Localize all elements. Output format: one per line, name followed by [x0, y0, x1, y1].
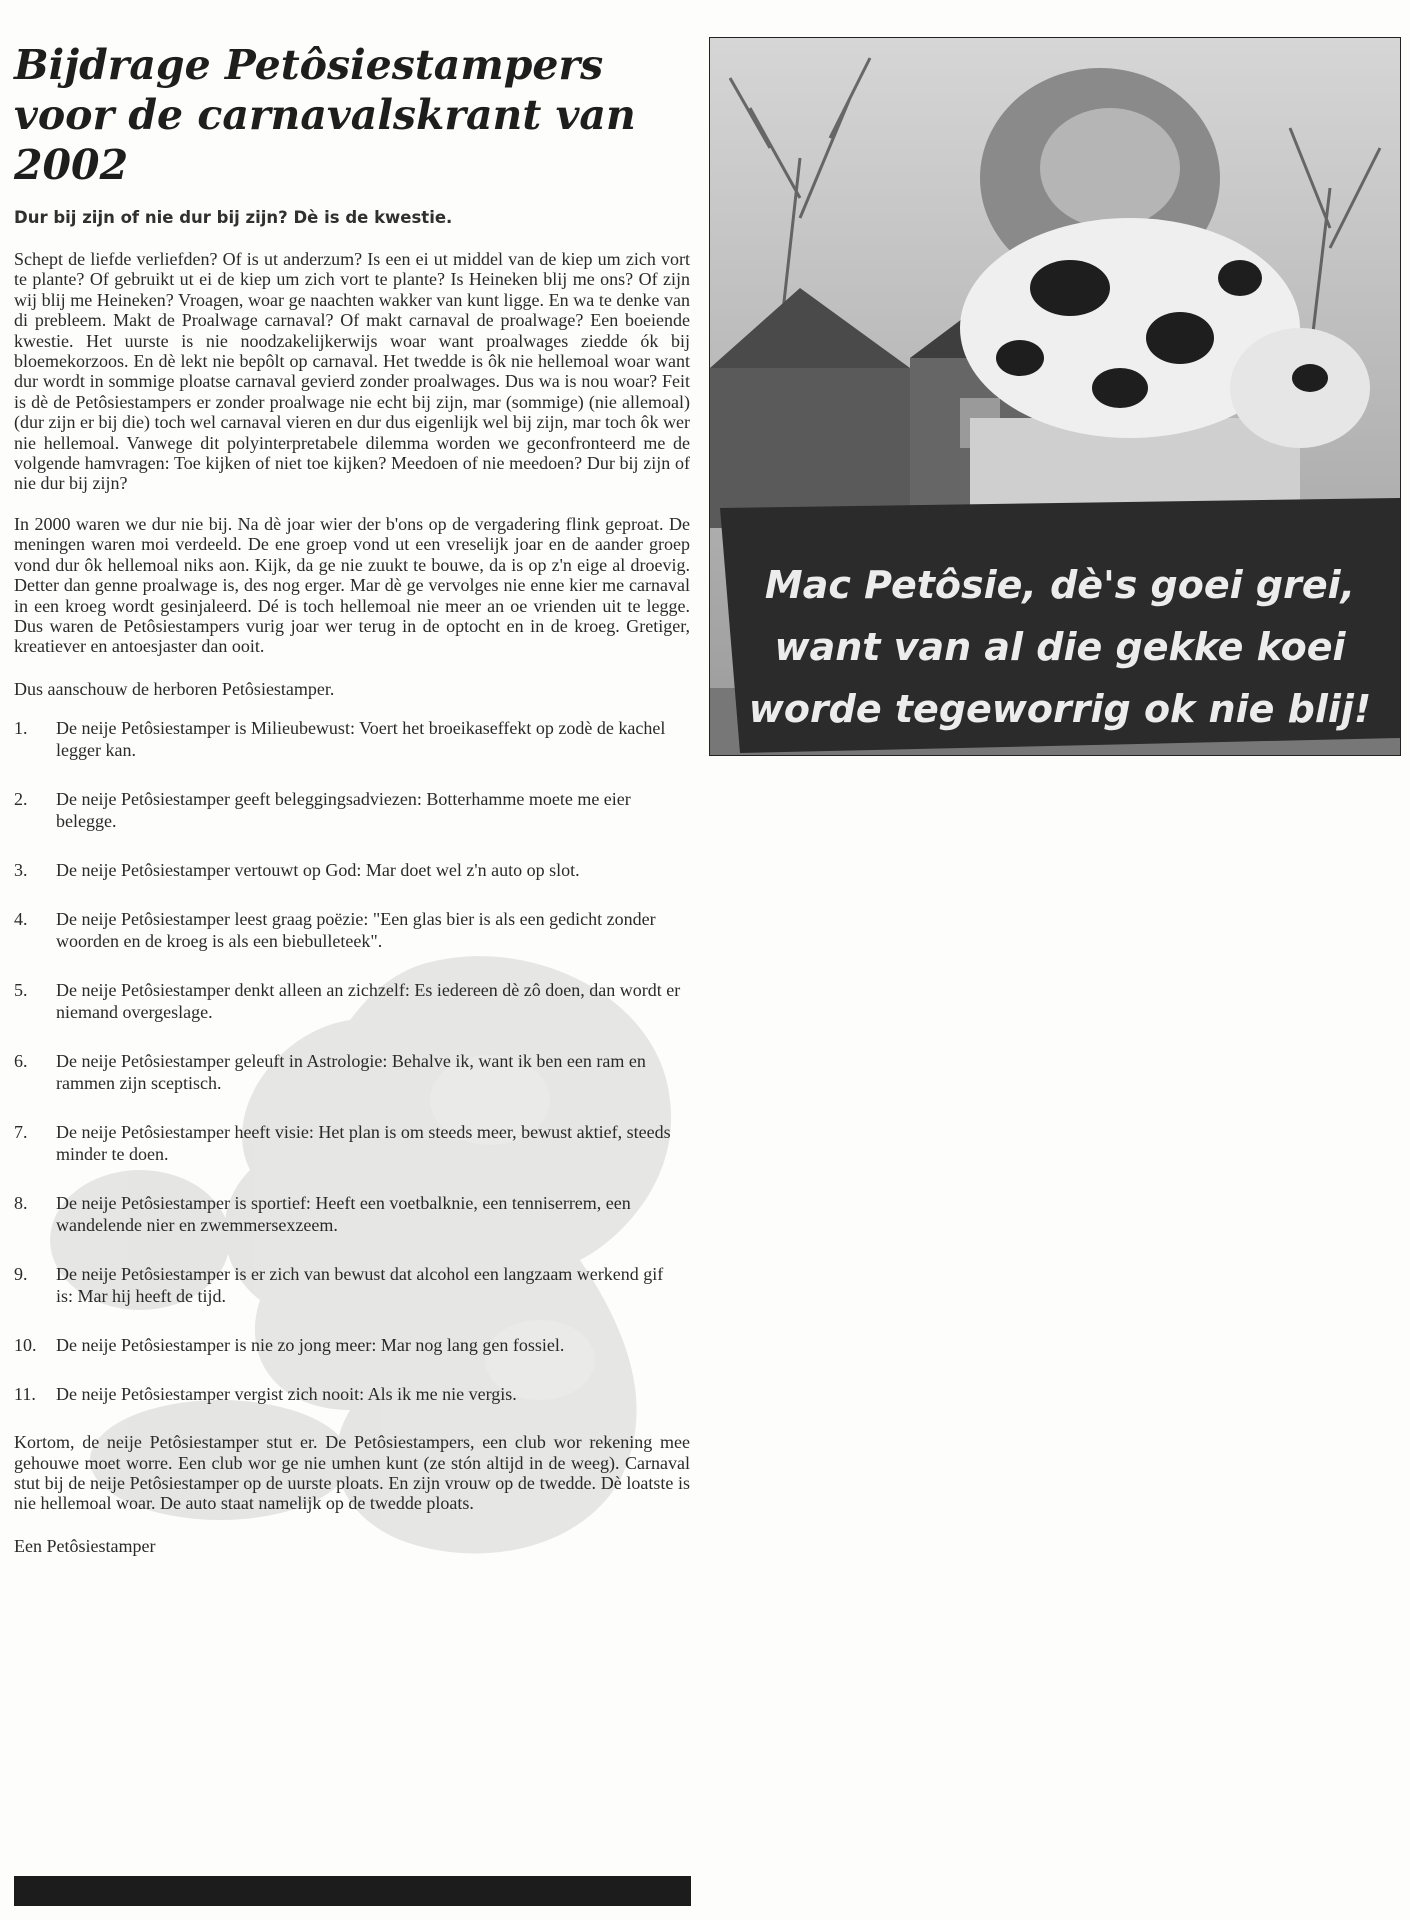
list-number: 5.	[14, 980, 28, 1001]
list-text: De neije Petôsiestamper heeft visie: Het plan is om steeds meer, bewust aktief, steeds minder te doen.	[56, 1122, 671, 1165]
list-number: 11.	[14, 1384, 36, 1405]
numbered-list	[14, 717, 690, 1405]
float-banner	[730, 563, 1380, 756]
list-text: De neije Petôsiestamper geleuft in Astrologie: Behalve ik, want ik ben een ram en rammen zijn sceptisch.	[56, 1051, 646, 1094]
list-item	[14, 1383, 690, 1405]
list-text: De neije Petôsiestamper is Milieubewust: Voert het broeikaseffekt op zodè de kachel legger kan.	[56, 718, 666, 761]
paragraph-2: In 2000 waren we dur nie bij. Na dè joar wier der b'ons op de vergadering flink geproat. De meningen waren moi verdeeld. De ene groep vond ut een vreselijk joar en de aander groep vond dur ôk hellemoal niks aon. Kijk, da ge nie zuukt te bouwe, da is op z'n eige al droevig. Detter dan genne proalwage is, des nog erger. Mar dè ge vervolges nie enne kier me carnaval in een kroeg wordt gesinjaleerd. Dé is toch hellemoal nie meer an oe vrienden uit te legge. Dus waren de Petôsiestampers vurig joar wer terug in de optocht en in de kroeg. Gretiger, kreatiever en antoesjaster dan ooit.	[14, 513, 690, 657]
list-item	[14, 788, 690, 832]
list-text: De neije Petôsiestamper geeft beleggingsadviezen: Botterhamme moete me eier belegge.	[56, 789, 631, 832]
list-number: 2.	[14, 789, 28, 810]
list-item	[14, 1121, 690, 1165]
list-item	[14, 908, 690, 952]
list-number: 9.	[14, 1264, 28, 1285]
banner-line-2: want van al die gekke koei	[774, 625, 1346, 669]
list-number: 4.	[14, 909, 28, 930]
list-number: 8.	[14, 1193, 28, 1214]
title-line-1: Bijdrage Petôsiestampers	[14, 41, 604, 89]
list-text: De neije Petôsiestamper leest graag poëzie: "Een glas bier is als een gedicht zonder woorden en de kroeg is als een biebulleteek".	[56, 909, 656, 952]
list-lead: Dus aanschouw de herboren Petôsiestamper.	[14, 678, 335, 699]
closing-paragraph: Kortom, de neije Petôsiestamper stut er. De Petôsiestampers, een club wor rekening mee gehouwe moet worre. Een club wor ge nie umhen kunt (ze stón altijd in de weeg). Carnaval stut bij de neije Petôsiestamper op de uurste ploats. En zijn vrouw op de twedde. Dè loatste is nie hellemoal woar. De auto staat namelijk op de twedde ploats.	[14, 1432, 690, 1514]
list-item	[14, 1263, 690, 1307]
list-number: 7.	[14, 1122, 28, 1143]
list-text: De neije Petôsiestamper is er zich van bewust dat alcohol een langzaam werkend gif is: Mar hij heeft de tijd.	[56, 1264, 664, 1307]
footer-bar	[14, 1876, 691, 1906]
list-item	[14, 979, 690, 1023]
list-item	[14, 1334, 690, 1356]
carnival-float-photo	[709, 37, 1401, 756]
article	[14, 40, 690, 1557]
banner-line-3: worde tegeworrig ok nie blij!	[748, 687, 1372, 731]
list-item	[14, 859, 690, 881]
list-item	[14, 717, 690, 761]
list-text: De neije Petôsiestamper vertouwt op God: Mar doet wel z'n auto op slot.	[56, 860, 580, 881]
article-subtitle: Dur bij zijn of nie dur bij zijn? Dè is de kwestie.	[14, 208, 453, 227]
title-line-2: voor de carnavalskrant van 2002	[14, 91, 636, 189]
list-number: 10.	[14, 1335, 37, 1356]
list-number: 3.	[14, 860, 28, 881]
list-text: De neije Petôsiestamper vergist zich nooit: Als ik me nie vergis.	[56, 1384, 517, 1405]
list-item	[14, 1050, 690, 1094]
list-text: De neije Petôsiestamper denkt alleen an zichzelf: Es iedereen dè zô doen, dan wordt er niemand overgeslage.	[56, 980, 681, 1023]
banner-line-1: Mac Petôsie, dè's goei grei,	[764, 563, 1356, 607]
article-title	[14, 40, 690, 190]
paragraph-1: Schept de liefde verliefden? Of is ut anderzum? Is een ei ut middel van de kiep um zich vort te plante? Of gebruikt ut ei de kiep um zich vort te plante? Is Heineken blij me ons? Of zijn wij blij me Heineken? Vroagen, woar ge naachten wakker van kunt ligge. En wa te denke van di prebleem. Makt de Proalwage carnaval? Of makt carnaval de proalwage? Een boeiende kwestie. Het uurste is nie noodzakelijkerwijs woar want proalwages ziedde ók bij bloemekorzoos. En dè lekt nie bepôlt op carnaval. Het twedde is ôk nie hellemoal woar want dur wordt in sommige ploatse carnaval gevierd zonder proalwages. Dus wa is nou woar? Feit is dè de Petôsiestampers er zonder proalwage nie echt bij zijn, mar (sommige) (nie allemoal) (dur zijn er bij die) toch wel carnaval vieren en dur dus eigenlijk wel bij zijn, mar toch ôk wer nie hellemoal. Vanwege dit polyinterpretabele dilemma worden we geconfronteerd me de volgende hamvragen: Toe kijken of niet toe kijken? Meedoen of nie meedoen? Dur bij zijn of nie dur bij zijn?	[14, 249, 690, 494]
list-item	[14, 1192, 690, 1236]
list-text: De neije Petôsiestamper is sportief: Heeft een voetbalknie, een tenniserrem, een wandelende nier en zwemmersexzeem.	[56, 1193, 631, 1236]
list-number: 1.	[14, 718, 28, 739]
list-number: 6.	[14, 1051, 28, 1072]
list-text: De neije Petôsiestamper is nie zo jong meer: Mar nog lang gen fossiel.	[56, 1335, 565, 1356]
signature: Een Petôsiestamper	[14, 1535, 156, 1556]
